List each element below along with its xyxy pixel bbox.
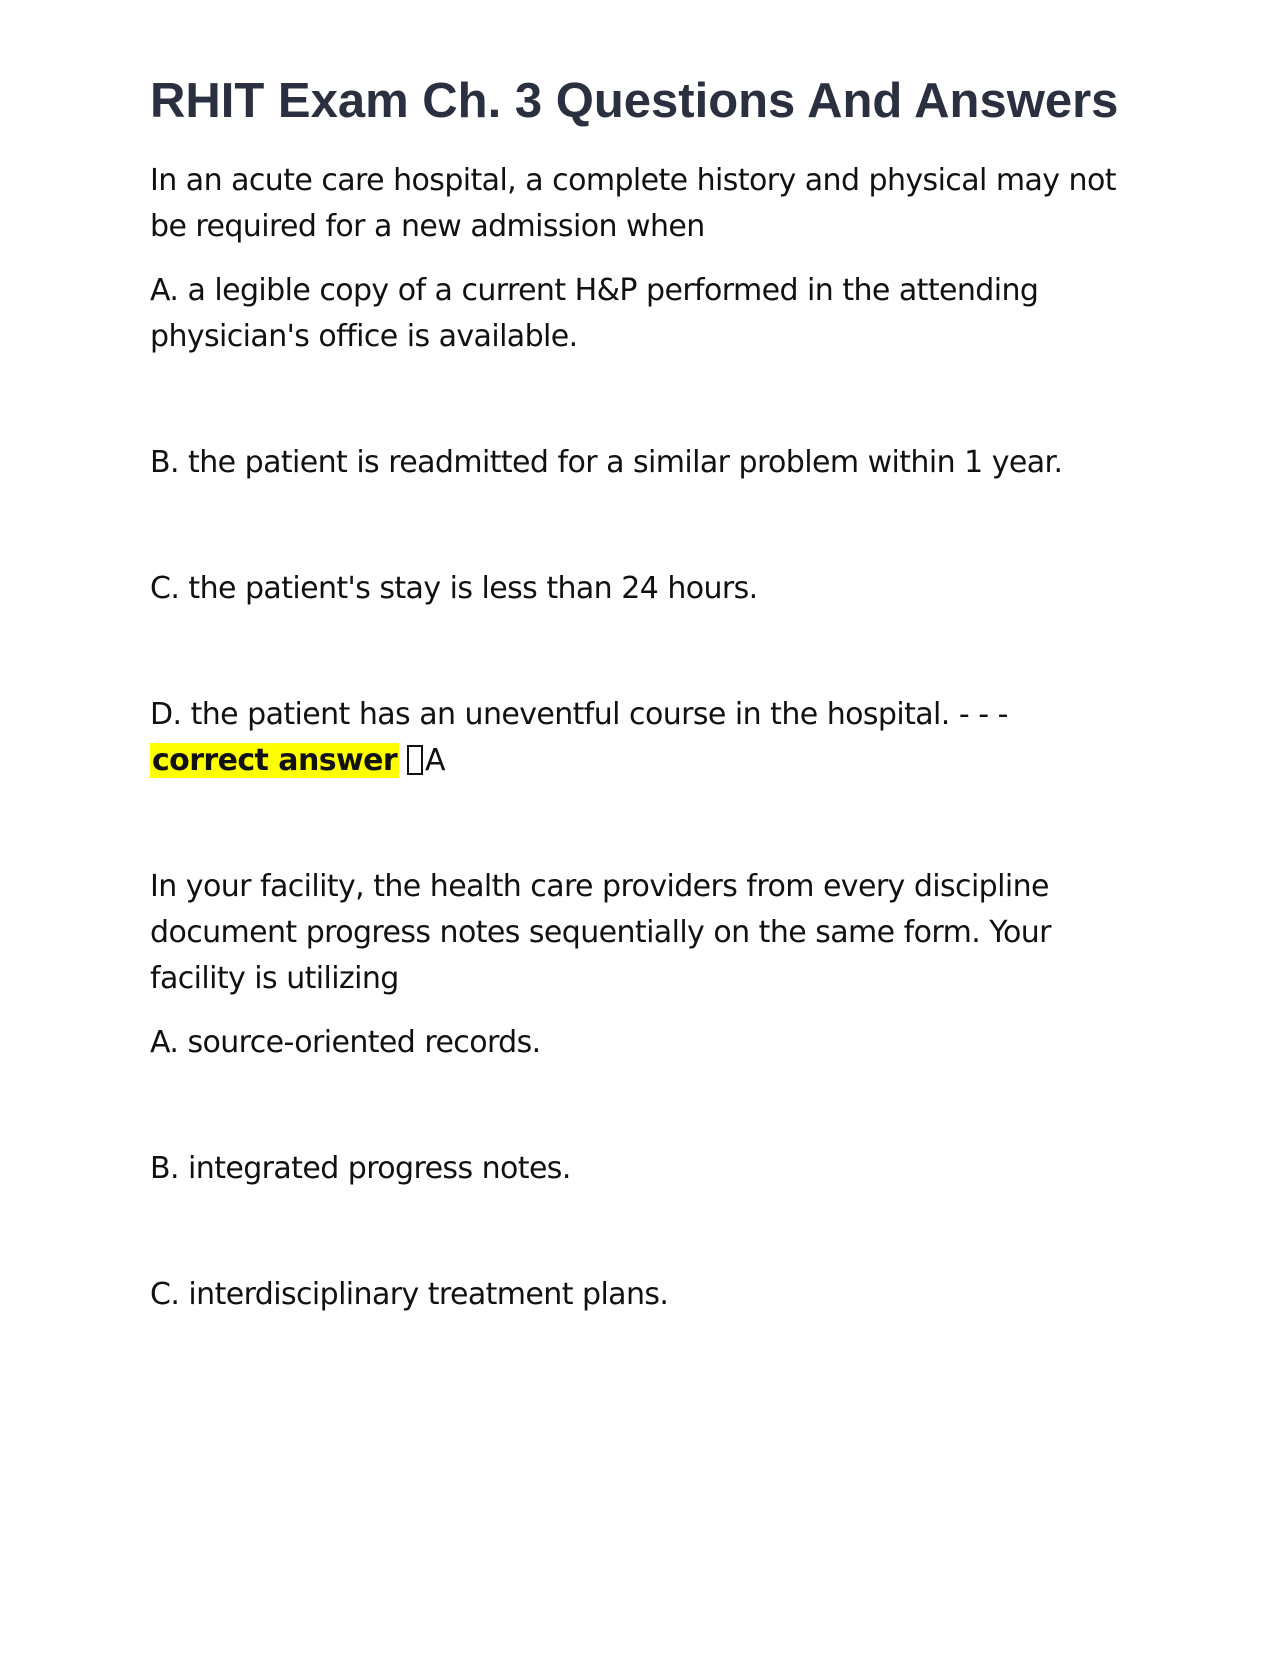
answer-option-c: C. the patient's stay is less than 24 hours. <box>150 571 758 606</box>
question-prompt: In an acute care hospital, a complete history and physical may not be required for a new admission when <box>150 163 1116 244</box>
answer-option-d: D. the patient has an uneventful course in the hospital. - - - <box>150 697 1008 732</box>
correct-answer-label: correct answer <box>152 743 398 778</box>
missing-glyph-icon <box>407 745 423 775</box>
answer-option-a: A. source-oriented records. <box>150 1025 541 1060</box>
question-block-2 <box>150 864 1125 1318</box>
question-prompt: In your facility, the health care providers from every discipline document progress notes sequentially on the same form. Your facility is utilizing <box>150 869 1051 996</box>
answer-option-b: B. integrated progress notes. <box>150 1151 571 1186</box>
correct-answer-value: A <box>425 743 445 778</box>
answer-option-d-line <box>150 692 1125 784</box>
question-block-1 <box>150 158 1125 784</box>
answer-option-b: B. the patient is readmitted for a similar problem within 1 year. <box>150 445 1063 480</box>
document-page <box>150 72 1125 1318</box>
document-title: RHIT Exam Ch. 3 Questions And Answers <box>150 74 1119 128</box>
answer-option-a: A. a legible copy of a current H&P performed in the attending physician's office is available. <box>150 273 1039 354</box>
answer-option-c: C. interdisciplinary treatment plans. <box>150 1277 669 1312</box>
